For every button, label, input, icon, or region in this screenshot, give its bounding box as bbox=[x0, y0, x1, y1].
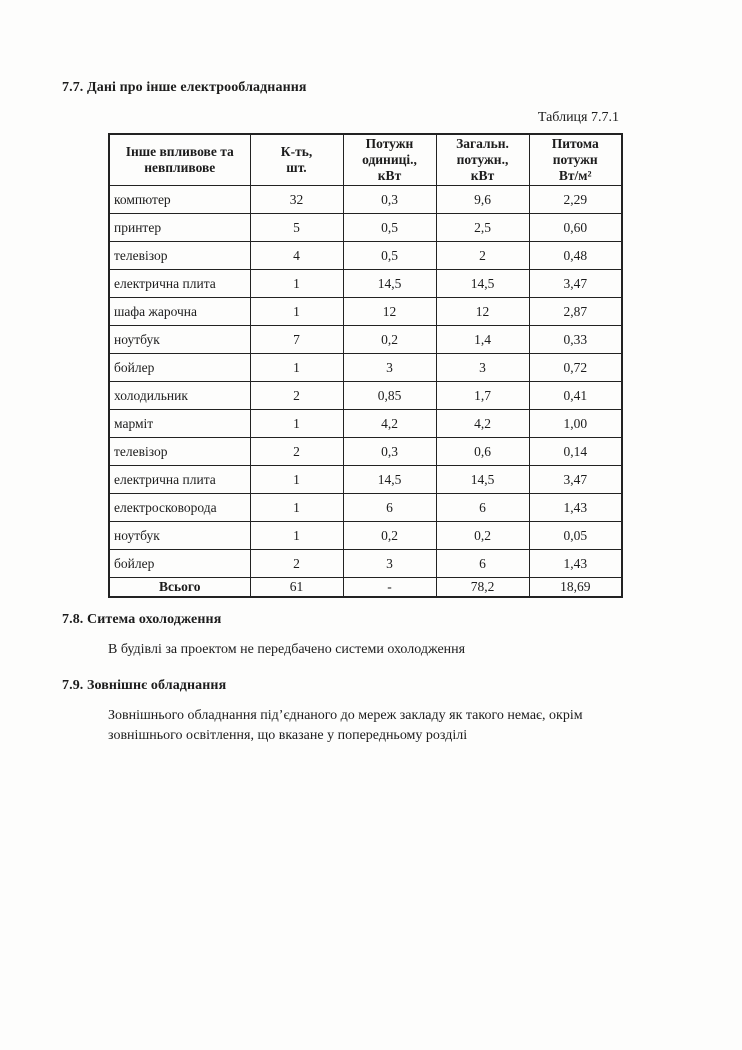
total-unit-power-cell: - bbox=[343, 578, 436, 598]
value-cell: 0,3 bbox=[343, 186, 436, 214]
value-cell: 1 bbox=[250, 466, 343, 494]
value-cell: 0,05 bbox=[529, 522, 622, 550]
device-name-cell: електрична плита bbox=[109, 466, 250, 494]
value-cell: 2,29 bbox=[529, 186, 622, 214]
table-row bbox=[109, 298, 622, 326]
value-cell: 3,47 bbox=[529, 270, 622, 298]
device-name-cell: телевізор bbox=[109, 438, 250, 466]
col-header-unit-power bbox=[343, 134, 436, 186]
device-name-cell: ноутбук bbox=[109, 522, 250, 550]
value-cell: 1 bbox=[250, 298, 343, 326]
value-cell: 7 bbox=[250, 326, 343, 354]
value-cell: 1 bbox=[250, 522, 343, 550]
col-header-total-power bbox=[436, 134, 529, 186]
value-cell: 1,43 bbox=[529, 550, 622, 578]
value-cell: 0,85 bbox=[343, 382, 436, 410]
table-row bbox=[109, 270, 622, 298]
table-section bbox=[108, 110, 621, 598]
section-7-9-body: Зовнішнього обладнання під’єднаного до мереж закладу як такого немає, окрім зовнішнього освітлення, що вказане у попередньому розділі bbox=[108, 708, 583, 743]
section-7-9-heading: 7.9. Зовнішнє обладнання bbox=[62, 678, 227, 693]
col-header-line: Питома потужн bbox=[551, 136, 599, 167]
value-cell: 2 bbox=[250, 382, 343, 410]
device-name-cell: холодильник bbox=[109, 382, 250, 410]
value-cell: 2 bbox=[250, 550, 343, 578]
section-7-8-body: В будівлі за проектом не передбачено системи охолодження bbox=[108, 642, 466, 657]
value-cell: 14,5 bbox=[343, 466, 436, 494]
value-cell: 4,2 bbox=[343, 410, 436, 438]
value-cell: 3,47 bbox=[529, 466, 622, 494]
value-cell: 6 bbox=[436, 494, 529, 522]
col-header-line: шт. bbox=[286, 160, 307, 175]
value-cell: 2 bbox=[250, 438, 343, 466]
device-name-cell: марміт bbox=[109, 410, 250, 438]
col-header-line: Загальн. потужн., bbox=[456, 136, 509, 167]
value-cell: 0,2 bbox=[436, 522, 529, 550]
device-name-cell: телевізор bbox=[109, 242, 250, 270]
value-cell: 0,48 bbox=[529, 242, 622, 270]
table-row bbox=[109, 522, 622, 550]
value-cell: 0,5 bbox=[343, 214, 436, 242]
table-row bbox=[109, 242, 622, 270]
value-cell: 0,60 bbox=[529, 214, 622, 242]
col-header-line: невпливове bbox=[144, 160, 216, 175]
table-row bbox=[109, 466, 622, 494]
device-name-cell: бойлер bbox=[109, 550, 250, 578]
value-cell: 0,6 bbox=[436, 438, 529, 466]
value-cell: 6 bbox=[436, 550, 529, 578]
col-header-line: К-ть, bbox=[280, 144, 313, 159]
value-cell: 1 bbox=[250, 270, 343, 298]
value-cell: 0,2 bbox=[343, 326, 436, 354]
value-cell: 0,33 bbox=[529, 326, 622, 354]
table-row bbox=[109, 438, 622, 466]
value-cell: 32 bbox=[250, 186, 343, 214]
col-header-line: Потужн одиниці., bbox=[362, 136, 417, 167]
device-name-cell: бойлер bbox=[109, 354, 250, 382]
value-cell: 1 bbox=[250, 410, 343, 438]
value-cell: 0,3 bbox=[343, 438, 436, 466]
col-header-line: Вт/м² bbox=[558, 168, 592, 183]
value-cell: 14,5 bbox=[436, 270, 529, 298]
device-name-cell: шафа жарочна bbox=[109, 298, 250, 326]
table-body bbox=[109, 186, 622, 578]
value-cell: 12 bbox=[343, 298, 436, 326]
col-header-line: кВт bbox=[377, 168, 402, 183]
col-header-line: Інше впливове та bbox=[125, 144, 234, 159]
section-7-7-heading: 7.7. Дані про інше електрообладнання bbox=[62, 80, 307, 95]
total-quantity-cell: 61 bbox=[250, 578, 343, 598]
value-cell: 2,5 bbox=[436, 214, 529, 242]
table-row bbox=[109, 550, 622, 578]
value-cell: 4,2 bbox=[436, 410, 529, 438]
value-cell: 6 bbox=[343, 494, 436, 522]
value-cell: 2,87 bbox=[529, 298, 622, 326]
value-cell: 1,7 bbox=[436, 382, 529, 410]
col-header-device bbox=[109, 134, 250, 186]
table-row bbox=[109, 326, 622, 354]
value-cell: 1,4 bbox=[436, 326, 529, 354]
table-row bbox=[109, 214, 622, 242]
value-cell: 0,41 bbox=[529, 382, 622, 410]
device-name-cell: електрична плита bbox=[109, 270, 250, 298]
section-7-8-heading: 7.8. Ситема охолодження bbox=[62, 612, 222, 627]
value-cell: 2 bbox=[436, 242, 529, 270]
table-row bbox=[109, 494, 622, 522]
value-cell: 12 bbox=[436, 298, 529, 326]
table-row bbox=[109, 382, 622, 410]
value-cell: 0,72 bbox=[529, 354, 622, 382]
col-header-line: кВт bbox=[470, 168, 495, 183]
total-power-cell: 78,2 bbox=[436, 578, 529, 598]
device-name-cell: електросковорода bbox=[109, 494, 250, 522]
device-name-cell: ноутбук bbox=[109, 326, 250, 354]
value-cell: 5 bbox=[250, 214, 343, 242]
value-cell: 0,2 bbox=[343, 522, 436, 550]
device-name-cell: принтер bbox=[109, 214, 250, 242]
value-cell: 9,6 bbox=[436, 186, 529, 214]
table-row bbox=[109, 354, 622, 382]
value-cell: 4 bbox=[250, 242, 343, 270]
value-cell: 0,5 bbox=[343, 242, 436, 270]
table-row bbox=[109, 186, 622, 214]
table-caption: Таблиця 7.7.1 bbox=[537, 110, 619, 125]
value-cell: 14,5 bbox=[436, 466, 529, 494]
value-cell: 0,14 bbox=[529, 438, 622, 466]
table-total-row bbox=[109, 578, 622, 598]
value-cell: 14,5 bbox=[343, 270, 436, 298]
col-header-specific-power bbox=[529, 134, 622, 186]
equipment-table bbox=[108, 133, 623, 598]
value-cell: 1,43 bbox=[529, 494, 622, 522]
value-cell: 1,00 bbox=[529, 410, 622, 438]
value-cell: 1 bbox=[250, 354, 343, 382]
total-specific-power-cell: 18,69 bbox=[529, 578, 622, 598]
device-name-cell: компютер bbox=[109, 186, 250, 214]
value-cell: 3 bbox=[436, 354, 529, 382]
total-label-cell: Всього bbox=[109, 578, 250, 598]
value-cell: 3 bbox=[343, 354, 436, 382]
value-cell: 3 bbox=[343, 550, 436, 578]
table-row bbox=[109, 410, 622, 438]
col-header-quantity bbox=[250, 134, 343, 186]
table-header-row bbox=[109, 134, 622, 186]
value-cell: 1 bbox=[250, 494, 343, 522]
